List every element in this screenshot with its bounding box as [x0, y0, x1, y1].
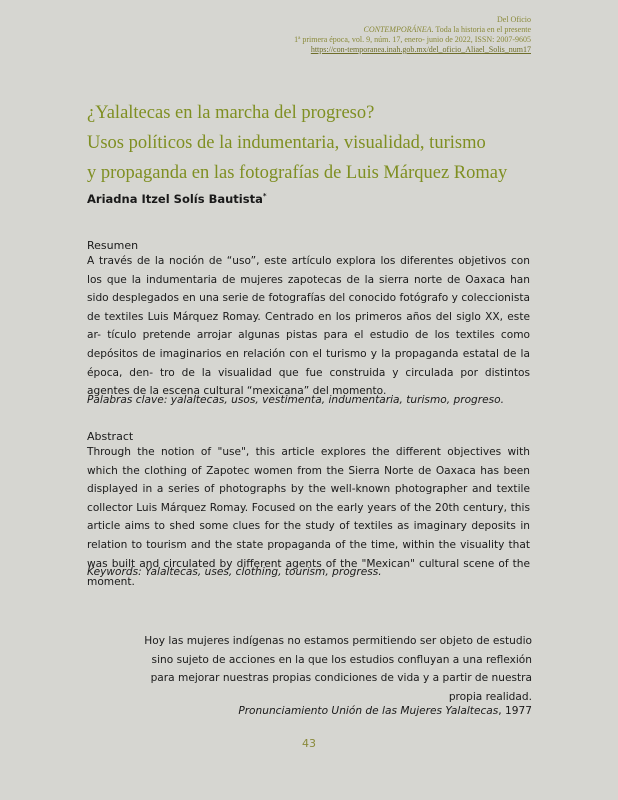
title-line-1: ¿Yalaltecas en la marcha del progreso?: [87, 103, 375, 123]
header-url-link[interactable]: https://con-temporanea.inah.gob.mx/del_oficio_Aliael_Solis_num17: [310, 45, 531, 54]
page-number: 43: [302, 737, 316, 750]
resumen-paragraph: A través de la noción de “uso”, este artículo explora los diferentes objetivos con los que la indumentaria de mujeres zapotecas de la sierra norte de Oaxaca han sido desplegados en una serie de fotografías del conocido fotógrafo y coleccionista de textiles Luis Márquez Romay. Centrado en los primeros años del siglo XX, este ar- tículo pretende arrojar algunas pistas para el estudio de los textiles como depósitos de imaginarios en relación con el turismo y la propaganda estatal de la época, den- tro de la visualidad que fue construida y circulada por distintos agentes de la escena cultural “mexicana” del momento.: [87, 255, 530, 398]
abstract-paragraph: Through the notion of "use", this article explores the different objectives with which the clothing of Zapotec women from the Sierra Norte de Oaxaca has been displayed in a series of photographs by the well-known photographer and textile collector Luis Márquez Romay. Focused on the early years of the 20th century, this article aims to shed some clues for the study of textiles as imaginary deposits in relation to tourism and the state propaganda of the time, within the visuality that was built and circulated by different agents of the "Mexican" cultural scene of the moment.: [87, 446, 530, 589]
author-name-text: Ariadna Itzel Solís Bautista: [87, 192, 263, 206]
title-line-2: Usos políticos de la indumentaria, visualidad, turismo: [87, 133, 486, 153]
header-issue: 1ª primera época, vol. 9, núm. 17, enero- junio de 2022, ISSN: 2007-9605: [294, 35, 531, 44]
epigraph-source-year: , 1977: [498, 705, 532, 717]
abstract-heading: Abstract: [87, 430, 134, 443]
header-section: Del Oficio: [497, 15, 531, 24]
epigraph-quote: Hoy las mujeres indígenas no estamos permitiendo ser objeto de estudio sino sujeto de acciones en la que los estudios confluyan a una reflexión para mejorar nuestras propias condiciones de vida y a partir de nuestra propia realidad.: [144, 635, 532, 703]
epigraph-source-name: Pronunciamiento Unión de las Mujeres Yalaltecas: [238, 705, 499, 717]
journal-header: [111, 15, 531, 55]
epigraph-source: [238, 705, 532, 717]
header-journal-name: CONTEMPORÁNEA: [363, 25, 432, 34]
header-journal: [111, 25, 531, 35]
article-title: [87, 98, 537, 188]
abstract-keywords: Keywords: Yalaltecas, uses, clothing, tourism, progress.: [87, 566, 382, 578]
resumen-keywords: Palabras clave: yalaltecas, usos, vestimenta, indumentaria, turismo, progreso.: [87, 394, 505, 406]
author-name: [87, 192, 267, 206]
title-line-3: y propaganda en las fotografías de Luis Márquez Romay: [87, 163, 508, 183]
header-journal-tagline: . Toda la historia en el presente: [431, 25, 531, 34]
resumen-heading: Resumen: [87, 239, 139, 252]
author-footnote-mark[interactable]: *: [262, 192, 267, 201]
